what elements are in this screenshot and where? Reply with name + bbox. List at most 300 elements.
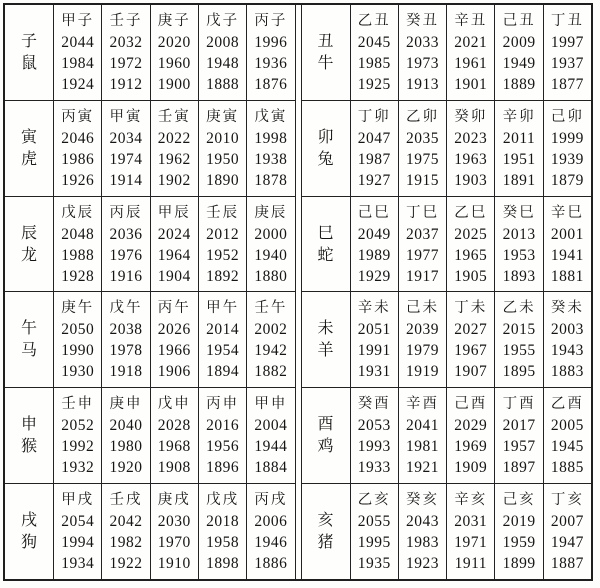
year-value: 1895 <box>502 363 536 381</box>
ganzhi-label: 丙戌 <box>254 492 288 509</box>
year-value: 2030 <box>157 513 191 531</box>
ganzhi-year-cell <box>198 5 246 100</box>
ganzhi-year-cell <box>543 292 591 387</box>
year-value: 1958 <box>206 534 240 552</box>
ganzhi-label: 庚申 <box>109 396 143 413</box>
ganzhi-year-cell <box>246 484 294 579</box>
ganzhi-year-cell <box>101 484 149 579</box>
year-value: 1904 <box>157 267 191 285</box>
ganzhi-label: 庚午 <box>61 300 95 317</box>
year-value: 1941 <box>550 246 584 264</box>
year-value: 1996 <box>254 34 288 51</box>
year-value: 1879 <box>550 171 584 189</box>
ganzhi-year-cell <box>398 197 446 292</box>
year-value: 1937 <box>550 55 584 72</box>
year-value: 1897 <box>502 459 536 477</box>
year-value: 1917 <box>405 267 439 285</box>
ganzhi-year-cell <box>398 5 446 100</box>
zodiac-branch-char: 巳 <box>317 224 334 242</box>
zodiac-animal-char: 牛 <box>317 54 334 72</box>
ganzhi-label: 乙丑 <box>357 13 391 29</box>
ganzhi-label: 辛卯 <box>502 108 536 125</box>
ganzhi-label: 甲寅 <box>109 108 143 125</box>
ganzhi-label: 丙申 <box>206 396 240 413</box>
year-value: 1998 <box>254 129 288 147</box>
year-value: 1880 <box>254 267 288 285</box>
ganzhi-label: 己亥 <box>502 492 536 509</box>
ganzhi-label: 丁丑 <box>550 13 584 29</box>
ganzhi-label: 戊午 <box>109 300 143 317</box>
ganzhi-year-cell <box>101 292 149 387</box>
year-value: 2051 <box>357 321 391 339</box>
ganzhi-label: 癸丑 <box>405 13 439 29</box>
year-value: 1940 <box>254 246 288 264</box>
zodiac-row <box>5 5 295 100</box>
ganzhi-label: 己卯 <box>550 108 584 125</box>
ganzhi-year-cell <box>53 197 101 292</box>
ganzhi-year-cell <box>246 292 294 387</box>
zodiac-label-cell <box>302 101 350 196</box>
year-value: 1907 <box>454 363 488 381</box>
zodiac-row <box>302 5 592 100</box>
ganzhi-year-cell <box>398 388 446 483</box>
year-value: 1923 <box>405 555 439 573</box>
zodiac-branch-char: 亥 <box>317 512 334 530</box>
year-value: 1928 <box>61 267 95 285</box>
ganzhi-label: 癸未 <box>550 300 584 317</box>
year-value: 2025 <box>454 225 488 243</box>
year-value: 1999 <box>550 129 584 147</box>
ganzhi-year-cell <box>398 101 446 196</box>
year-value: 1991 <box>357 342 391 360</box>
ganzhi-label: 乙未 <box>502 300 536 317</box>
year-value: 2039 <box>405 321 439 339</box>
ganzhi-label: 壬午 <box>254 300 288 317</box>
ganzhi-label: 丁卯 <box>357 108 391 125</box>
year-value: 1911 <box>454 555 487 573</box>
ganzhi-label: 己未 <box>405 300 439 317</box>
zodiac-row <box>5 196 295 292</box>
year-value: 2023 <box>454 129 488 147</box>
year-value: 1975 <box>405 150 439 168</box>
ganzhi-label: 戊申 <box>157 396 191 413</box>
year-value: 1890 <box>206 171 240 189</box>
ganzhi-label: 甲申 <box>254 396 288 413</box>
ganzhi-label: 戊戌 <box>206 492 240 509</box>
year-value: 2055 <box>357 513 391 531</box>
year-value: 1994 <box>61 534 95 552</box>
zodiac-animal-char: 猴 <box>21 438 38 456</box>
year-value: 1920 <box>109 459 143 477</box>
year-value: 1989 <box>357 246 391 264</box>
year-value: 1908 <box>157 459 191 477</box>
year-value: 1985 <box>357 55 391 72</box>
year-value: 2053 <box>357 417 391 435</box>
ganzhi-year-cell <box>53 101 101 196</box>
year-value: 1972 <box>109 55 143 72</box>
ganzhi-year-cell <box>150 101 198 196</box>
ganzhi-year-cell <box>446 5 494 100</box>
ganzhi-label: 壬寅 <box>157 108 191 125</box>
year-value: 1973 <box>405 55 439 72</box>
ganzhi-year-cell <box>350 197 398 292</box>
year-value: 2045 <box>357 34 391 51</box>
zodiac-branch-char: 申 <box>21 416 38 434</box>
ganzhi-label: 癸亥 <box>405 492 439 509</box>
zodiac-branch-char: 未 <box>317 320 334 338</box>
ganzhi-label: 丁未 <box>454 300 488 317</box>
ganzhi-label: 辛酉 <box>405 396 439 413</box>
year-value: 1929 <box>357 267 391 285</box>
zodiac-row <box>5 291 295 387</box>
year-value: 1967 <box>454 342 488 360</box>
year-value: 2013 <box>502 225 536 243</box>
ganzhi-label: 丙寅 <box>61 108 95 125</box>
ganzhi-label: 壬戌 <box>109 492 143 509</box>
ganzhi-label: 壬子 <box>109 13 143 29</box>
ganzhi-label: 辛亥 <box>454 492 488 509</box>
year-value: 1955 <box>502 342 536 360</box>
year-value: 2031 <box>454 513 488 531</box>
year-value: 2048 <box>61 225 95 243</box>
ganzhi-label: 甲戌 <box>61 492 95 509</box>
ganzhi-year-cell <box>198 101 246 196</box>
ganzhi-year-cell <box>350 101 398 196</box>
ganzhi-year-cell <box>446 101 494 196</box>
year-value: 2008 <box>206 34 240 51</box>
year-value: 2019 <box>502 513 536 531</box>
ganzhi-year-cell <box>150 388 198 483</box>
zodiac-branch-char: 寅 <box>21 128 38 146</box>
year-value: 1913 <box>405 76 439 93</box>
year-value: 2049 <box>357 225 391 243</box>
year-value: 1981 <box>405 438 439 456</box>
ganzhi-year-cell <box>198 484 246 579</box>
zodiac-animal-char: 猪 <box>317 534 334 552</box>
ganzhi-label: 辛丑 <box>454 13 488 29</box>
year-value: 2033 <box>405 34 439 51</box>
ganzhi-year-cell <box>101 5 149 100</box>
year-value: 1898 <box>206 555 240 573</box>
ganzhi-year-cell <box>494 101 542 196</box>
year-value: 1882 <box>254 363 288 381</box>
ganzhi-label: 己巳 <box>357 204 391 221</box>
ganzhi-year-cell <box>494 5 542 100</box>
year-value: 1987 <box>357 150 391 168</box>
year-value: 1971 <box>454 534 488 552</box>
ganzhi-year-cell <box>101 388 149 483</box>
ganzhi-year-cell <box>446 197 494 292</box>
ganzhi-label: 戊辰 <box>61 204 95 221</box>
ganzhi-label: 丙子 <box>254 13 288 29</box>
year-value: 1953 <box>502 246 536 264</box>
ganzhi-label: 庚寅 <box>206 108 240 125</box>
year-value: 1997 <box>550 34 584 51</box>
ganzhi-year-cell <box>350 292 398 387</box>
ganzhi-year-cell <box>398 292 446 387</box>
year-value: 1983 <box>405 534 439 552</box>
year-value: 1905 <box>454 267 488 285</box>
ganzhi-year-cell <box>101 197 149 292</box>
ganzhi-label: 戊寅 <box>254 108 288 125</box>
year-value: 1961 <box>454 55 488 72</box>
ganzhi-label: 丙午 <box>157 300 191 317</box>
year-value: 2040 <box>109 417 143 435</box>
year-value: 1968 <box>157 438 191 456</box>
ganzhi-year-cell <box>53 5 101 100</box>
year-value: 1878 <box>254 171 288 189</box>
year-value: 1914 <box>109 171 143 189</box>
year-value: 1910 <box>157 555 191 573</box>
year-value: 1921 <box>405 459 439 477</box>
year-value: 1979 <box>405 342 439 360</box>
year-value: 1925 <box>357 76 391 93</box>
year-value: 1982 <box>109 534 143 552</box>
ganzhi-label: 甲辰 <box>157 204 191 221</box>
year-value: 1992 <box>61 438 95 456</box>
year-value: 1902 <box>157 171 191 189</box>
ganzhi-label: 庚子 <box>157 13 191 29</box>
year-value: 1966 <box>157 342 191 360</box>
year-value: 1969 <box>454 438 488 456</box>
zodiac-branch-char: 酉 <box>317 416 334 434</box>
zodiac-animal-char: 羊 <box>317 342 334 360</box>
ganzhi-label: 庚戌 <box>157 492 191 509</box>
year-value: 2003 <box>550 321 584 339</box>
ganzhi-label: 壬申 <box>61 396 95 413</box>
table-right-half <box>301 5 592 579</box>
ganzhi-year-cell <box>446 292 494 387</box>
ganzhi-year-cell <box>246 5 294 100</box>
year-value: 1918 <box>109 363 143 381</box>
year-value: 2016 <box>206 417 240 435</box>
ganzhi-year-cell <box>543 197 591 292</box>
year-value: 1964 <box>157 246 191 264</box>
ganzhi-label: 癸酉 <box>357 396 391 413</box>
year-value: 1915 <box>405 171 439 189</box>
ganzhi-year-cell <box>543 388 591 483</box>
year-value: 2050 <box>61 321 95 339</box>
ganzhi-year-cell <box>53 388 101 483</box>
year-value: 1942 <box>254 342 288 360</box>
year-value: 1952 <box>206 246 240 264</box>
year-value: 1886 <box>254 555 288 573</box>
year-value: 2047 <box>357 129 391 147</box>
ganzhi-label: 庚辰 <box>254 204 288 221</box>
ganzhi-year-cell <box>350 5 398 100</box>
year-value: 1977 <box>405 246 439 264</box>
year-value: 1943 <box>550 342 584 360</box>
ganzhi-label: 甲午 <box>206 300 240 317</box>
year-value: 1933 <box>357 459 391 477</box>
year-value: 2002 <box>254 321 288 339</box>
year-value: 2015 <box>502 321 536 339</box>
year-value: 2044 <box>61 34 95 51</box>
year-value: 1962 <box>157 150 191 168</box>
year-value: 1889 <box>502 76 536 93</box>
year-value: 2037 <box>405 225 439 243</box>
ganzhi-year-cell <box>446 388 494 483</box>
zodiac-animal-char: 鼠 <box>21 54 38 72</box>
year-value: 1912 <box>109 76 143 93</box>
year-value: 1901 <box>454 76 488 93</box>
zodiac-row <box>302 387 592 483</box>
ganzhi-label: 辛巳 <box>550 204 584 221</box>
ganzhi-label: 己酉 <box>454 396 488 413</box>
zodiac-row <box>5 387 295 483</box>
year-value: 1944 <box>254 438 288 456</box>
ganzhi-label: 丁巳 <box>405 204 439 221</box>
year-value: 2043 <box>405 513 439 531</box>
year-value: 2052 <box>61 417 95 435</box>
year-value: 2012 <box>206 225 240 243</box>
year-value: 2036 <box>109 225 143 243</box>
year-value: 2017 <box>502 417 536 435</box>
ganzhi-year-cell <box>150 197 198 292</box>
year-value: 2034 <box>109 129 143 147</box>
year-value: 1954 <box>206 342 240 360</box>
zodiac-branch-char: 子 <box>21 32 38 50</box>
zodiac-label-cell <box>302 388 350 483</box>
year-value: 1950 <box>206 150 240 168</box>
ganzhi-year-cell <box>398 484 446 579</box>
year-value: 1948 <box>206 55 240 72</box>
ganzhi-year-cell <box>494 292 542 387</box>
zodiac-animal-char: 鸡 <box>317 438 334 456</box>
ganzhi-label: 乙巳 <box>454 204 488 221</box>
year-value: 2024 <box>157 225 191 243</box>
year-value: 1900 <box>157 76 191 93</box>
year-value: 1906 <box>157 363 191 381</box>
year-value: 1930 <box>61 363 95 381</box>
zodiac-animal-char: 狗 <box>21 534 38 552</box>
year-value: 2054 <box>61 513 95 531</box>
year-value: 1976 <box>109 246 143 264</box>
year-value: 1965 <box>454 246 488 264</box>
ganzhi-year-cell <box>150 5 198 100</box>
year-value: 1946 <box>254 534 288 552</box>
ganzhi-year-cell <box>198 388 246 483</box>
zodiac-branch-char: 丑 <box>317 32 334 50</box>
zodiac-animal-char: 兔 <box>317 150 334 168</box>
year-value: 1938 <box>254 150 288 168</box>
year-value: 1893 <box>502 267 536 285</box>
ganzhi-year-cell <box>198 197 246 292</box>
year-value: 1951 <box>502 150 536 168</box>
ganzhi-label: 辛未 <box>357 300 391 317</box>
year-value: 1959 <box>502 534 536 552</box>
ganzhi-year-cell <box>150 484 198 579</box>
year-value: 1885 <box>550 459 584 477</box>
year-value: 2011 <box>502 129 536 147</box>
year-value: 2029 <box>454 417 488 435</box>
year-value: 1888 <box>206 76 240 93</box>
year-value: 1990 <box>61 342 95 360</box>
table-left-half <box>5 5 296 579</box>
year-value: 1887 <box>550 555 584 573</box>
year-value: 2032 <box>109 34 143 51</box>
zodiac-label-cell <box>302 5 350 100</box>
year-value: 1896 <box>206 459 240 477</box>
year-value: 1922 <box>109 555 143 573</box>
year-value: 1877 <box>550 76 584 93</box>
year-value: 1949 <box>502 55 536 72</box>
year-value: 1891 <box>502 171 536 189</box>
zodiac-label-cell <box>302 197 350 292</box>
year-value: 1916 <box>109 267 143 285</box>
year-value: 1956 <box>206 438 240 456</box>
year-value: 1945 <box>550 438 584 456</box>
year-value: 1903 <box>454 171 488 189</box>
year-value: 2009 <box>502 34 536 51</box>
year-value: 1899 <box>502 555 536 573</box>
ganzhi-label: 乙酉 <box>550 396 584 413</box>
ganzhi-year-cell <box>543 5 591 100</box>
zodiac-animal-char: 马 <box>21 342 38 360</box>
zodiac-label-cell <box>302 292 350 387</box>
year-value: 1947 <box>550 534 584 552</box>
year-value: 2028 <box>157 417 191 435</box>
ganzhi-label: 丁亥 <box>550 492 584 509</box>
zodiac-animal-char: 虎 <box>21 150 38 168</box>
year-value: 1919 <box>405 363 439 381</box>
year-value: 1960 <box>157 55 191 72</box>
zodiac-branch-char: 卯 <box>317 128 334 146</box>
year-value: 2005 <box>550 417 584 435</box>
year-value: 1935 <box>357 555 391 573</box>
ganzhi-year-cell <box>494 484 542 579</box>
year-value: 1978 <box>109 342 143 360</box>
ganzhi-label: 乙卯 <box>405 108 439 125</box>
year-value: 1939 <box>550 150 584 168</box>
ganzhi-label: 癸巳 <box>502 204 536 221</box>
ganzhi-year-cell <box>350 484 398 579</box>
year-value: 2038 <box>109 321 143 339</box>
zodiac-branch-char: 午 <box>21 320 38 338</box>
ganzhi-label: 甲子 <box>61 13 95 29</box>
ganzhi-label: 丙辰 <box>109 204 143 221</box>
year-value: 2042 <box>109 513 143 531</box>
zodiac-label-cell <box>5 292 53 387</box>
ganzhi-label: 丁酉 <box>502 396 536 413</box>
zodiac-row <box>302 100 592 196</box>
ganzhi-label: 癸卯 <box>454 108 488 125</box>
year-value: 1926 <box>61 171 95 189</box>
zodiac-row <box>302 196 592 292</box>
year-value: 1876 <box>254 76 288 93</box>
ganzhi-year-cell <box>246 388 294 483</box>
year-value: 1970 <box>157 534 191 552</box>
year-value: 1984 <box>61 55 95 72</box>
year-value: 1931 <box>357 363 391 381</box>
year-value: 1988 <box>61 246 95 264</box>
ganzhi-year-cell <box>246 101 294 196</box>
year-value: 1974 <box>109 150 143 168</box>
ganzhi-label: 壬辰 <box>206 204 240 221</box>
year-value: 2001 <box>550 225 584 243</box>
zodiac-row <box>302 291 592 387</box>
year-value: 1884 <box>254 459 288 477</box>
year-value: 1936 <box>254 55 288 72</box>
year-value: 2014 <box>206 321 240 339</box>
year-value: 1995 <box>357 534 391 552</box>
zodiac-branch-char: 辰 <box>21 224 38 242</box>
year-value: 2041 <box>405 417 439 435</box>
year-value: 1986 <box>61 150 95 168</box>
year-value: 2007 <box>550 513 584 531</box>
year-value: 2026 <box>157 321 191 339</box>
year-value: 1980 <box>109 438 143 456</box>
